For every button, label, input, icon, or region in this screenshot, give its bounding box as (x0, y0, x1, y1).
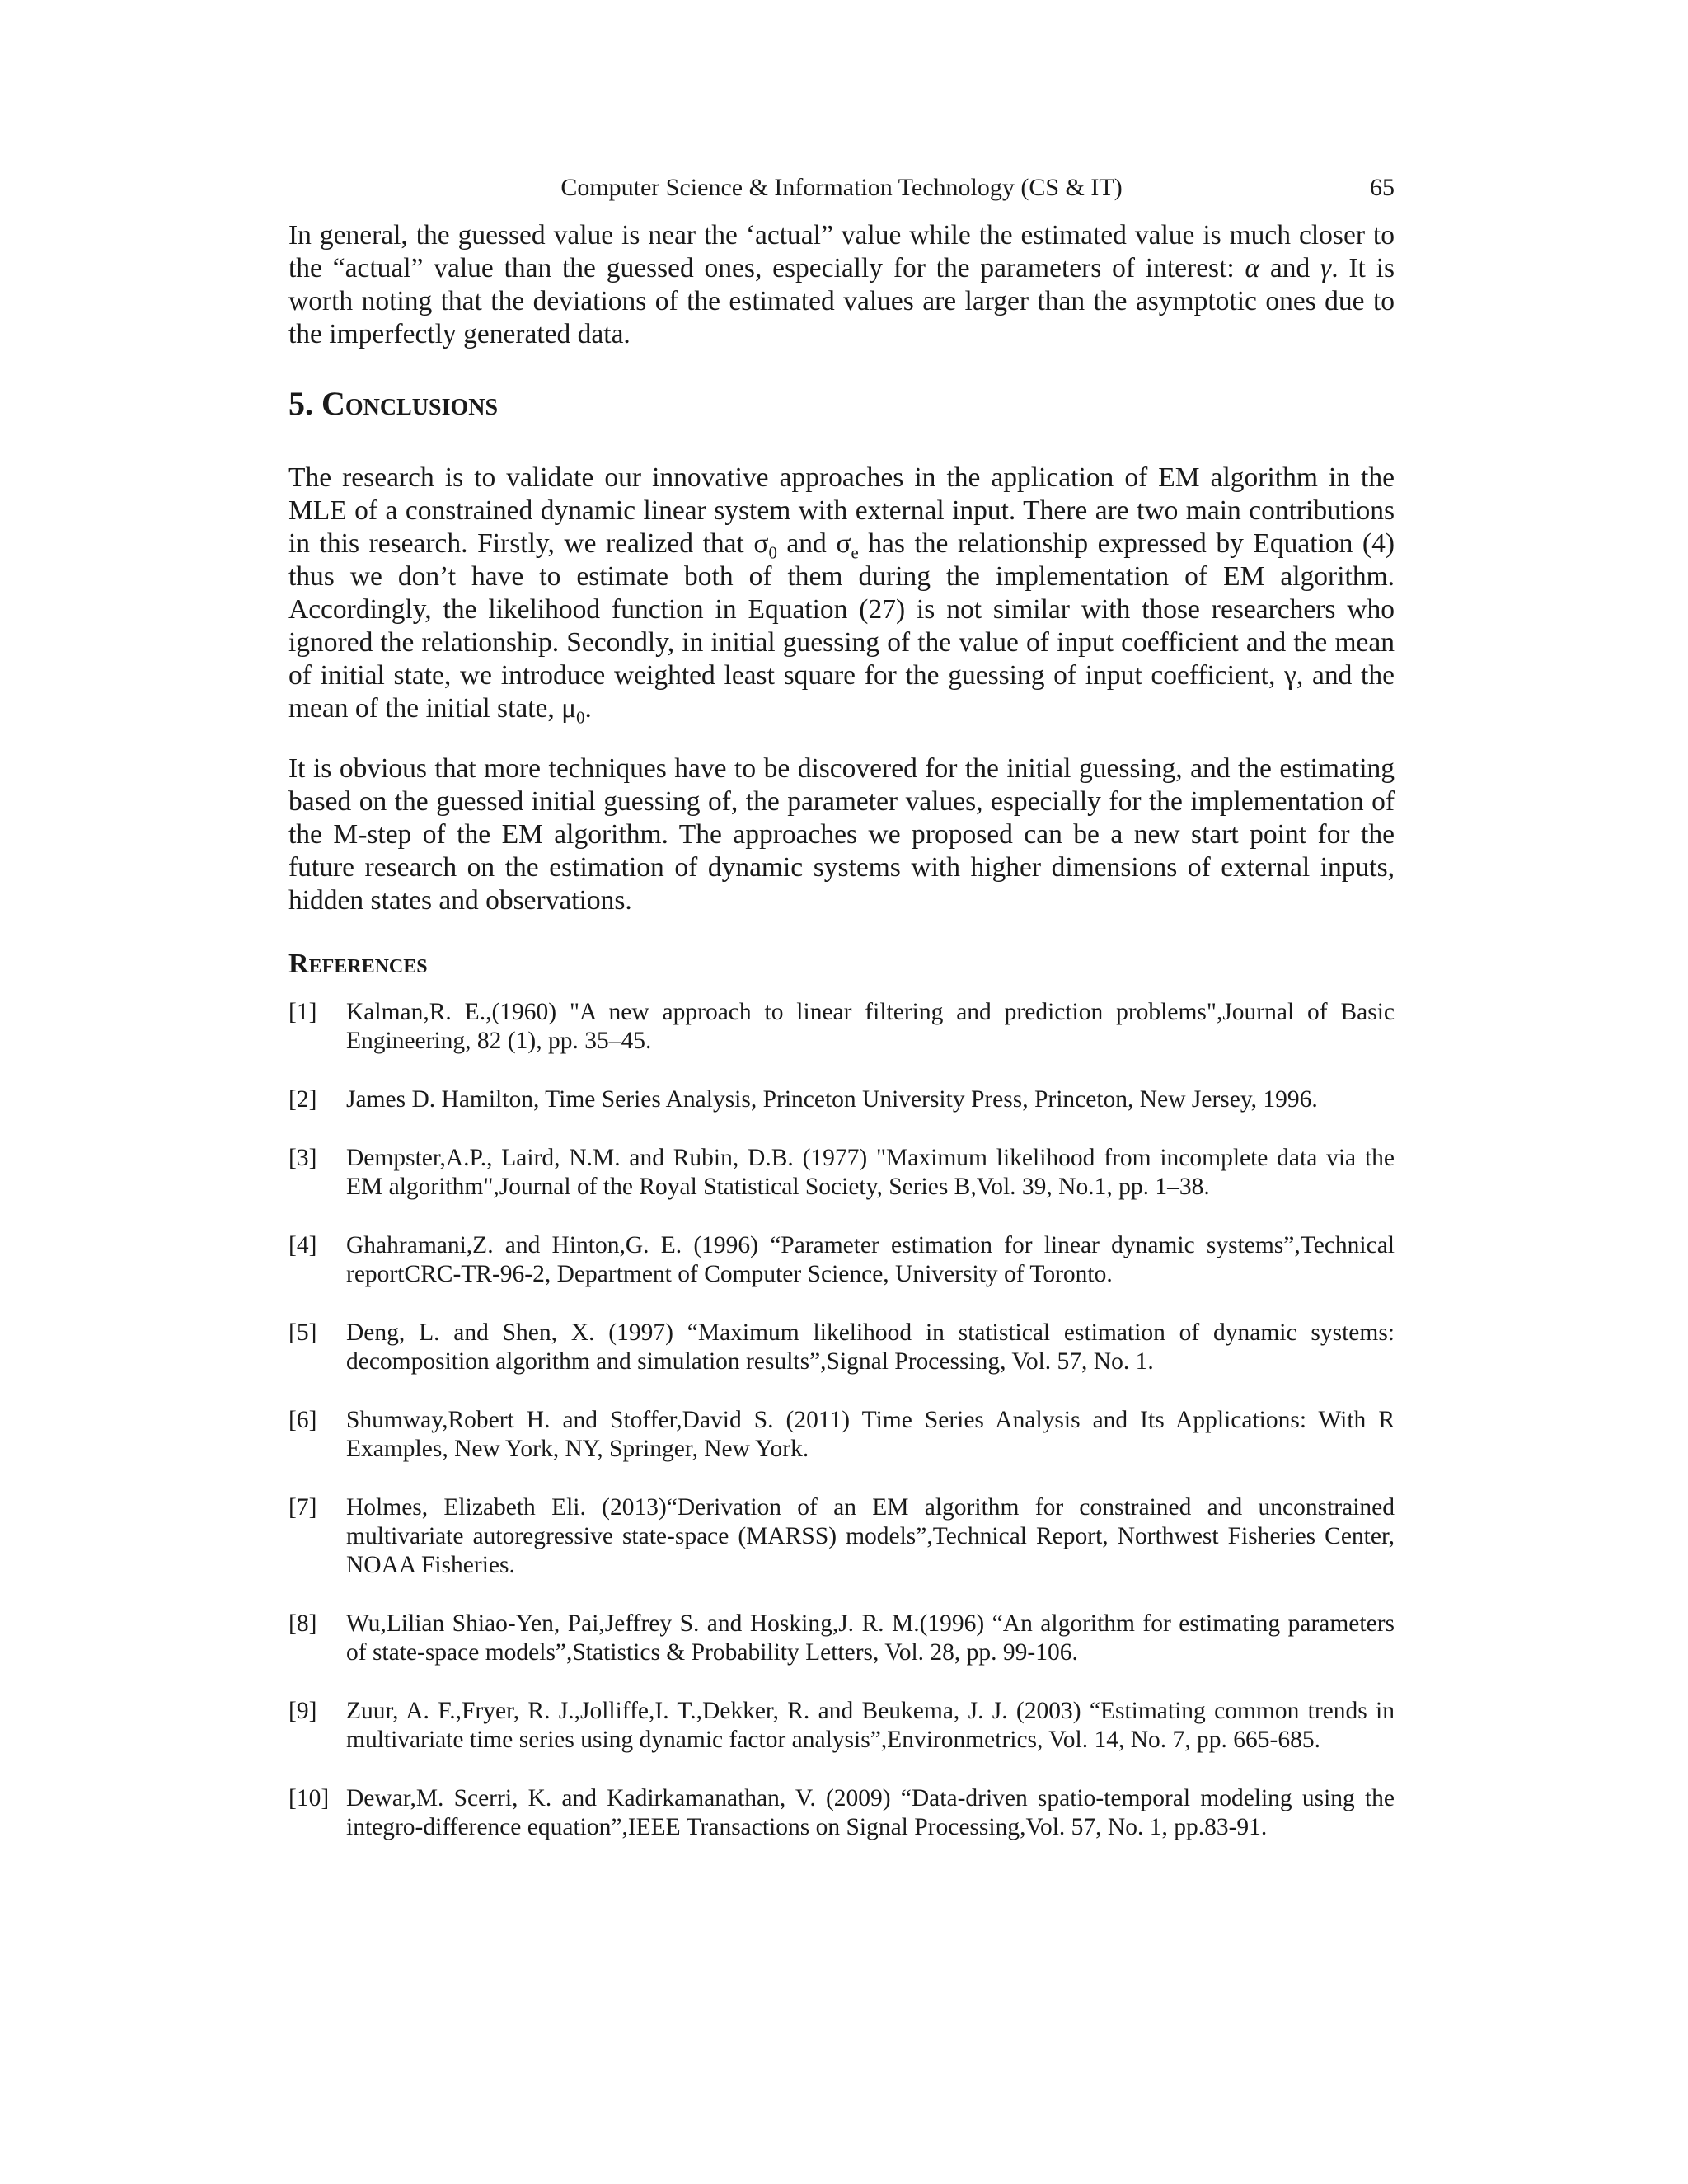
references-heading (288, 946, 428, 982)
reference-item (288, 1406, 1395, 1464)
reference-number: [5] (288, 1319, 317, 1346)
reference-item (288, 1493, 1395, 1580)
reference-text: Shumway,Robert H. and Stoffer,David S. (2011) Time Series Analysis and Its Applications: With R Examples, New York, NY, Springer, New York. (346, 1407, 1395, 1462)
intro-text-2: . It is worth noting that the deviations of the estimated values are larger than the asymptotic ones due to the imperfectly generated data. (288, 253, 1395, 349)
references-heading-cap: R (288, 949, 309, 979)
reference-number: [2] (288, 1086, 317, 1113)
conclusions-paragraph-2: It is obvious that more techniques have to be discovered for the initial guessing, and the estimating based on the guessed initial guessing of, the parameter values, especially for the implementation of the M-step of the EM algorithm. The approaches we proposed can be a new start point for the future research on the estimation of dynamic systems with higher dimensions of external inputs, hidden states and observations. (288, 753, 1395, 916)
intro-and: and (1259, 253, 1321, 284)
intro-paragraph (288, 219, 1395, 351)
reference-number: [7] (288, 1494, 317, 1521)
conclusions-heading-cap: C (321, 385, 345, 422)
reference-text: Dempster,A.P., Laird, N.M. and Rubin, D.B. (1977) "Maximum likelihood from incomplete data via the EM algorithm",Journal of the Royal Statistical Society, Series B,Vol. 39, No.1, pp. 1–38. (346, 1145, 1395, 1200)
reference-item (288, 1144, 1395, 1202)
reference-number: [1] (288, 999, 317, 1025)
reference-list (288, 998, 1395, 1872)
conclusions-p1-c: has the relationship expressed by Equation (4) thus we don’t have to estimate both of them during the implementation of EM algorithm. Accordingly, the likelihood function in Equation (27) is not similar with those researchers who ignored the relationship. Secondly, in initial guessing of the value of input coefficient and the mean of initial state, we introduce weighted least square for the guessing of input coefficient, γ, and the mean of the initial state, μ (288, 528, 1395, 724)
reference-item (288, 998, 1395, 1056)
intro-text-1: In general, the guessed value is near the ‘actual” value while the estimated value is much closer to the “actual” value than the guessed ones, especially for the parameters of interest: (288, 220, 1395, 284)
conclusions-p1-d: . (584, 693, 592, 724)
reference-text: Ghahramani,Z. and Hinton,G. E. (1996) “Parameter estimation for linear dynamic systems”,Technical reportCRC-TR-96-2, Department of Computer Science, University of Toronto. (346, 1232, 1395, 1287)
reference-item (288, 1697, 1395, 1755)
reference-item (288, 1085, 1395, 1114)
mu-subscript-0: 0 (576, 708, 585, 728)
gamma-symbol: γ (1320, 253, 1332, 284)
reference-number: [8] (288, 1610, 317, 1637)
page-number: 65 (1370, 174, 1395, 201)
reference-number: [3] (288, 1145, 317, 1171)
reference-item (288, 1231, 1395, 1289)
conclusions-p1-a: The research is to validate our innovative approaches in the application of EM algorithm in the MLE of a constrained dynamic linear system with external input. There are two main contributions in this research. Firstly, we realized that σ (288, 462, 1395, 559)
reference-text: Holmes, Elizabeth Eli. (2013)“Derivation of an EM algorithm for constrained and unconstrained multivariate autoregressive state-space (MARSS) models”,Technical Report, Northwest Fisheries Center, NOAA Fisheries. (346, 1494, 1395, 1578)
reference-item (288, 1784, 1395, 1842)
reference-number: [10] (288, 1785, 330, 1811)
reference-text: Kalman,R. E.,(1960) "A new approach to linear filtering and prediction problems",Journal of Basic Engineering, 82 (1), pp. 35–45. (346, 999, 1395, 1054)
reference-item (288, 1610, 1395, 1667)
sigma-subscript-e: e (851, 543, 859, 563)
reference-text: Wu,Lilian Shiao-Yen, Pai,Jeffrey S. and Hosking,J. R. M.(1996) “An algorithm for estimating parameters of state-space models”,Statistics & Probability Letters, Vol. 28, pp. 99-106. (346, 1610, 1395, 1666)
journal-name: Computer Science & Information Technology (CS & IT) (560, 174, 1123, 201)
reference-text: Deng, L. and Shen, X. (1997) “Maximum likelihood in statistical estimation of dynamic systems: decomposition algorithm and simulation results”,Signal Processing, Vol. 57, No. 1. (346, 1319, 1395, 1375)
conclusions-paragraph-1 (288, 462, 1395, 728)
conclusions-heading (288, 384, 498, 424)
reference-text: Dewar,M. Scerri, K. and Kadirkamanathan, V. (2009) “Data-driven spatio-temporal modeling using the integro-difference equation”,IEEE Transactions on Signal Processing,Vol. 57, No. 1, pp.83-91. (346, 1785, 1395, 1840)
conclusions-heading-number: 5. (288, 385, 321, 422)
reference-item (288, 1319, 1395, 1376)
sigma-subscript-0: 0 (768, 543, 777, 563)
reference-number: [6] (288, 1407, 317, 1433)
conclusions-p1-b: and σ (776, 528, 851, 559)
alpha-symbol: α (1245, 253, 1260, 284)
conclusions-heading-rest: onclusions (345, 385, 499, 422)
reference-number: [9] (288, 1698, 317, 1724)
references-heading-rest: eferences (308, 949, 428, 979)
reference-text: James D. Hamilton, Time Series Analysis, Princeton University Press, Princeton, New Jersey, 1996. (346, 1086, 1318, 1113)
reference-number: [4] (288, 1232, 317, 1258)
reference-text: Zuur, A. F.,Fryer, R. J.,Jolliffe,I. T.,Dekker, R. and Beukema, J. J. (2003) “Estimating common trends in multivariate time series using dynamic factor analysis”,Environmetrics, Vol. 14, No. 7, pp. 665-685. (346, 1698, 1395, 1753)
running-header (288, 171, 1395, 204)
